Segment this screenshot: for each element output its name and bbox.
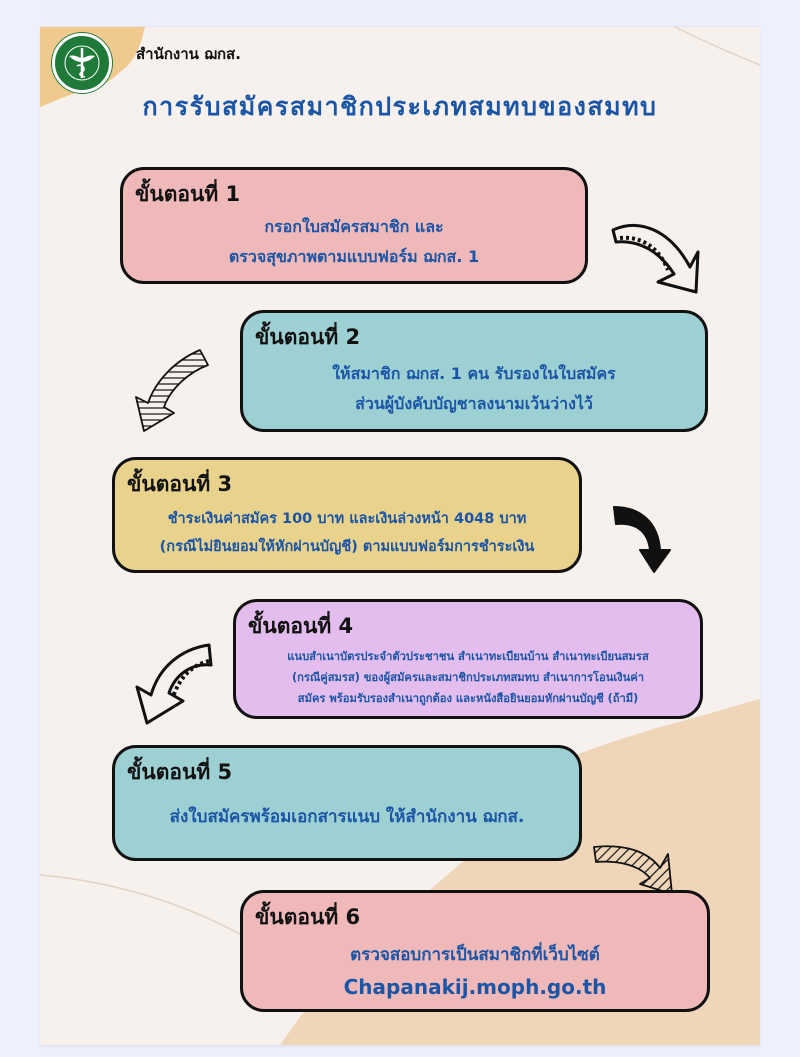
ministry-logo	[52, 33, 112, 93]
step-6-label: ขั้นตอนที่ 6	[255, 905, 361, 929]
step-4-line-2: (กรณีคู่สมรส) ของผู้สมัครและสมาชิกประเภทสมทบ สำเนาการโอนเงินค่า	[291, 671, 645, 684]
step-1-line-1: กรอกใบสมัครสมาชิก และ	[264, 217, 444, 236]
step-3-card	[112, 457, 582, 573]
arrow-down-right-icon	[610, 212, 705, 297]
step-2-card	[240, 310, 708, 432]
step-4-card	[233, 599, 703, 719]
arrow-down-left-icon	[125, 637, 215, 729]
step-3-line-1: ชำระเงินค่าสมัคร 100 บาท และเงินล่วงหน้า 4048 บาท	[167, 511, 527, 527]
step-1-card	[120, 167, 588, 284]
step-5-label: ขั้นตอนที่ 5	[127, 760, 233, 784]
step-2-line-1: ให้สมาชิก ฌกส. 1 คน รับรองในใบสมัคร	[332, 364, 616, 383]
organization-name: สำนักงาน ฌกส.	[136, 45, 241, 63]
step-1-line-2: ตรวจสุขภาพตามแบบฟอร์ม ฌกส. 1	[228, 247, 480, 266]
step-5-line-1: ส่งใบสมัครพร้อมเอกสารแนบ ให้สำนักงาน ฌกส.	[169, 807, 525, 827]
step-4-line-1: แนบสำเนาบัตรประจำตัวประชาชน สำเนาทะเบียนบ้าน สำเนาทะเบียนสมรส	[287, 650, 649, 663]
step-6-line-1: ตรวจสอบการเป็นสมาชิกที่เว็บไซต์	[350, 945, 600, 965]
page-title: การรับสมัครสมาชิกประเภทสมทบของสมทบ	[142, 92, 658, 121]
caduceus-icon	[55, 36, 109, 90]
arrow-down-left-icon	[132, 345, 212, 435]
step-6-card	[240, 890, 710, 1012]
step-5-card	[112, 745, 582, 861]
step-2-line-2: ส่วนผู้บังคับบัญชาลงนามเว้นว่างไว้	[355, 394, 593, 413]
website-link[interactable]: Chapanakij.moph.go.th	[343, 975, 607, 999]
step-4-line-3: สมัคร พร้อมรับรองสำเนาถูกต้อง และหนังสือยินยอมหักผ่านบัญชี (ถ้ามี)	[297, 692, 639, 705]
infographic-panel	[40, 27, 760, 1045]
arrow-down-right-icon	[610, 502, 675, 577]
step-4-label: ขั้นตอนที่ 4	[248, 614, 354, 638]
step-2-label: ขั้นตอนที่ 2	[255, 325, 361, 349]
step-3-label: ขั้นตอนที่ 3	[127, 472, 233, 496]
step-3-line-2: (กรณีไม่ยินยอมให้หักผ่านบัญชี) ตามแบบฟอร์มการชำระเงิน	[159, 539, 535, 555]
top-bar	[40, 0, 760, 27]
step-1-label: ขั้นตอนที่ 1	[135, 182, 241, 206]
